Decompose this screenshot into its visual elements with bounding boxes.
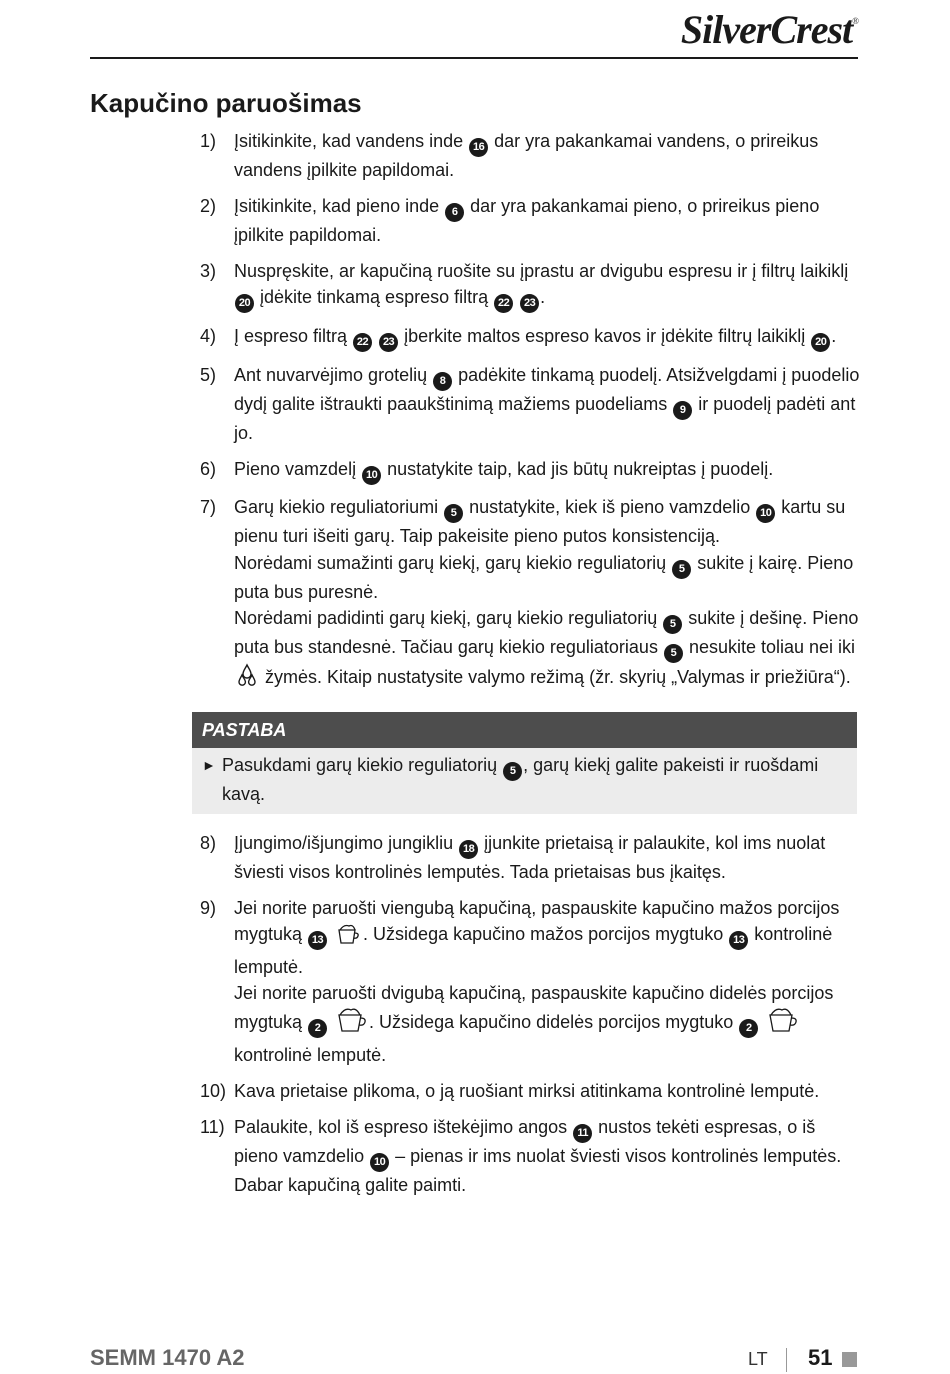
footer-square-icon: [842, 1352, 857, 1367]
part-number-badge: 13: [729, 931, 748, 950]
step-number: 1): [200, 131, 217, 151]
instruction-step: [200, 1114, 860, 1198]
instruction-step: [200, 362, 860, 446]
step-text: Pieno vamzdelį 10 nustatykite taip, kad jis būtų nukreiptas į puodelį.: [234, 456, 860, 485]
step-text: Nuspręskite, ar kapučiną ruošite su įprastu ar dvigubu espresu ir į filtrų laikiklį 20 įdėkite tinkamą espreso filtrą 22 23 .: [234, 258, 860, 313]
part-number-badge: 5: [444, 504, 463, 523]
instruction-step: [200, 193, 860, 248]
footer-divider: [786, 1348, 787, 1372]
part-number-badge: 20: [811, 333, 830, 352]
step-number: 2): [200, 196, 217, 216]
note-heading: PASTABA: [192, 712, 857, 748]
step-text: Garų kiekio reguliatoriumi 5 nustatykite, kiek iš pieno vamzdelio 10 kartu su pienu turi išeiti garų. Taip pakeisite pieno putos konsistenciją. Norėdami sumažinti garų kiekį, garų kiekio reguliatorių 5 sukite į kairę. Pieno puta bus puresnė. Norėdami padidinti garų kiekį, garų kiekio reguliatorių 5 sukite į dešinę. Pieno puta bus standesnė. Tačiau garų kiekio reguliatoriaus 5 nesukite toliau nei iki žymės. Kitaip nustatysite valymo režimą (žr. skyrių „Valymas ir priežiūra“).: [234, 494, 860, 696]
step-number: 9): [200, 897, 217, 918]
part-number-badge: 13: [308, 931, 327, 950]
part-number-badge: 20: [235, 294, 254, 313]
step-text: Įsitikinkite, kad vandens inde 16 dar yra pakankamai vandens, o prireikus vandens įpilkite papildomai.: [234, 131, 819, 180]
part-number-badge: 9: [673, 401, 692, 420]
instruction-step: [200, 1078, 860, 1104]
step-list-1: [200, 128, 860, 696]
part-number-badge: 5: [672, 560, 691, 579]
step-text: Kava prietaise plikoma, o ją ruošiant mirksi atitinkama kontrolinė lemputė.: [234, 1080, 820, 1101]
instruction-step: [200, 895, 860, 1068]
part-number-badge: 10: [756, 504, 775, 523]
arrow-right-icon: ►: [202, 757, 216, 774]
instruction-step: [200, 258, 860, 313]
step-text: Jei norite paruošti viengubą kapučiną, paspauskite kapučino mažos porcijos mygtuką 13 . Užsidega kapučino mažos porcijos mygtuko 13 kontrolinė lemputė. Jei norite paruošti dvigubą kapučiną, paspauskite kapučino didelės porcijos mygtuką 2 . Užsidega kapučino didelės porcijos mygtuko 2 kontrolinė lemputė.: [234, 897, 840, 1065]
note-body: [192, 748, 857, 813]
instruction-step: [200, 323, 860, 352]
instruction-step: [200, 456, 860, 485]
part-number-badge: 2: [308, 1019, 327, 1038]
header-rule: [90, 57, 858, 59]
step-number: 10): [200, 1080, 227, 1101]
footer-model: SEMM 1470 A2: [90, 1345, 245, 1370]
cappuccino-small-cup-icon: [335, 922, 361, 953]
part-number-badge: 6: [445, 203, 464, 222]
part-number-badge: 18: [459, 840, 478, 859]
part-number-badge: 5: [503, 762, 522, 781]
part-number-badge: 10: [362, 466, 381, 485]
note-text: Pasukdami garų kiekio reguliatorių 5 , garų kiekį galite pakeisti ir ruošdami kavą.: [222, 755, 819, 805]
step-number: 5): [200, 364, 217, 385]
steam-drops-icon: [236, 663, 258, 696]
page-number: 51: [808, 1345, 833, 1370]
step-text: Įjungimo/išjungimo jungikliu 18 įjunkite prietaisą ir palaukite, kol ims nuolat šviesti visos kontrolinės lemputės. Tada prietaisas bus įkaitęs.: [234, 832, 826, 882]
step-number: 3): [200, 261, 217, 281]
part-number-badge: 10: [370, 1153, 389, 1172]
instruction-step: [200, 128, 860, 183]
cappuccino-large-cup-icon: [335, 1006, 367, 1041]
part-number-badge: 23: [520, 294, 539, 313]
step-text: Įsitikinkite, kad pieno inde 6 dar yra pakankamai pieno, o prireikus pieno įpilkite papildomai.: [234, 196, 820, 245]
part-number-badge: 16: [469, 138, 488, 157]
step-text: Palaukite, kol iš espreso ištekėjimo angos 11 nustos tekėti espresas, o iš pieno vamzdelio 10 – pienas ir ims nuolat šviesti visos kontrolinės lemputės. Dabar kapučiną galite paimti.: [234, 1116, 842, 1195]
step-number: 4): [200, 326, 217, 346]
instruction-step: [200, 494, 860, 696]
part-number-badge: 8: [433, 372, 452, 391]
step-number: 7): [200, 497, 217, 518]
page-title: Kapučino paruošimas: [90, 88, 362, 118]
step-number: 8): [200, 832, 217, 853]
instruction-step: [200, 830, 860, 885]
brand-logo: SilverCrest®: [680, 7, 858, 52]
instructions: [200, 128, 860, 1208]
part-number-badge: 2: [739, 1019, 758, 1038]
part-number-badge: 5: [663, 615, 682, 634]
step-number: 11): [200, 1116, 225, 1137]
footer-language: LT: [748, 1349, 768, 1369]
part-number-badge: 5: [664, 644, 683, 663]
step-list-2: [200, 830, 860, 1198]
part-number-badge: 22: [353, 333, 372, 352]
step-number: 6): [200, 458, 217, 479]
step-text: Į espreso filtrą 22 23 įberkite maltos espreso kavos ir įdėkite filtrų laikiklį 20 .: [234, 323, 860, 352]
part-number-badge: 11: [573, 1124, 592, 1143]
step-text: Ant nuvarvėjimo grotelių 8 padėkite tinkamą puodelį. Atsižvelgdami į puodelio dydį galite ištraukti paaukštinimą mažiems puodeliams 9 ir puodelį padėti ant jo.: [234, 364, 860, 443]
note-box: [192, 712, 857, 813]
cappuccino-large-cup-icon: [766, 1006, 798, 1041]
part-number-badge: 22: [494, 294, 513, 313]
part-number-badge: 23: [379, 333, 398, 352]
